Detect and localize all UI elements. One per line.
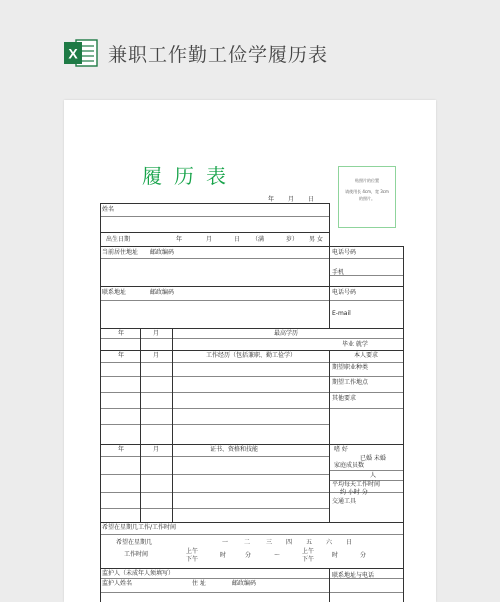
phone2-label: 电话号码 — [332, 289, 357, 296]
rule — [140, 350, 141, 444]
hobby-label: 嗜 好 — [334, 446, 348, 453]
edu-header: 最高学历 — [274, 330, 299, 337]
rule — [329, 470, 403, 471]
rule — [100, 232, 329, 233]
family-label: 家庭成员数 — [334, 462, 365, 469]
excel-icon-letter: X — [68, 45, 78, 62]
address-current-label: 当前居住地址 — [102, 249, 139, 256]
weekday-thu: 四 — [286, 539, 293, 546]
req-other-label: 其他要求 — [332, 395, 357, 402]
age-close: 岁） — [286, 236, 299, 243]
email-label: E-mail — [332, 310, 351, 317]
hours-row: 约 小时 分 — [340, 489, 368, 496]
app-title: 兼职工作勤工俭学履历表 — [108, 44, 329, 66]
rule — [100, 328, 403, 329]
guardian-phone-label: 联系地址与电话 — [332, 572, 375, 579]
pm-label-2: 下午 — [302, 556, 315, 563]
rule — [100, 408, 403, 409]
work-time-label: 工作时间 — [124, 551, 149, 558]
birth-month: 月 — [206, 236, 213, 243]
postcode2-label: 邮政编码 — [150, 289, 175, 296]
rule — [100, 338, 403, 339]
transport-label: 交通工具 — [332, 498, 357, 505]
rule — [100, 362, 403, 363]
mobile-label: 手机 — [332, 269, 345, 276]
rule — [100, 456, 329, 457]
resume-sheet — [64, 100, 436, 602]
weekday-tue: 二 — [244, 539, 251, 546]
hour-label-2: 时 — [332, 552, 339, 559]
photo-placeholder — [338, 166, 396, 228]
rule — [100, 246, 403, 247]
am-label: 上午 — [186, 548, 199, 555]
avg-time-label: 平均每天工作时间 — [332, 481, 381, 488]
rule — [403, 246, 404, 602]
rule — [140, 444, 141, 522]
edu-status: 毕业 就学 — [342, 341, 368, 348]
work-header: 工作经历（包括兼职、勤工俭学） — [206, 352, 297, 359]
work-year-header: 年 — [118, 352, 125, 359]
rule — [140, 328, 141, 350]
rule — [100, 508, 329, 509]
postcode1-label: 邮政编码 — [150, 249, 175, 256]
address-contact-label: 联系地址 — [102, 289, 127, 296]
rule — [100, 534, 403, 535]
rule — [100, 203, 329, 204]
minute-label-2: 分 — [360, 552, 367, 559]
rule — [329, 350, 330, 522]
rule — [172, 350, 173, 444]
rule — [100, 216, 329, 217]
skill-header: 证书、资格和技能 — [210, 446, 259, 453]
birth-day: 日 — [234, 236, 241, 243]
phone1-label: 电话号码 — [332, 249, 357, 256]
rule — [172, 444, 173, 522]
rule — [100, 350, 403, 351]
weekday-wed: 三 — [266, 539, 273, 546]
rule — [100, 568, 403, 569]
guardian-name-label: 监护人姓名 — [102, 580, 133, 587]
skill-year-header: 年 — [118, 446, 125, 453]
rule — [100, 424, 329, 425]
rule — [100, 300, 403, 301]
date-day: 日 — [308, 196, 315, 203]
weekday-sun: 日 — [346, 539, 353, 546]
weekday-mon: 一 — [222, 539, 229, 546]
photo-line2: 请使用长 4cm，宽 3cm — [345, 189, 389, 194]
date-year: 年 — [268, 196, 275, 203]
rule — [100, 474, 329, 475]
hour-label: 时 — [220, 552, 227, 559]
name-label: 姓名 — [102, 206, 115, 213]
work-month-header: 月 — [153, 352, 160, 359]
photo-line3: 的照片。 — [359, 196, 375, 201]
date-month: 月 — [288, 196, 295, 203]
minute-label: 分 — [245, 552, 252, 559]
rule — [100, 444, 403, 445]
req-place-label: 期望工作地点 — [332, 379, 369, 386]
guardian-address-label: 住 址 — [192, 580, 206, 587]
edu-year-header: 年 — [118, 330, 125, 337]
wish-day-label: 希望在星期几 — [116, 539, 153, 546]
age-open: （满 — [252, 236, 265, 243]
doc-title: 履历表 — [142, 164, 238, 188]
guardian-postcode-label: 邮政编码 — [232, 580, 257, 587]
rule — [100, 258, 403, 259]
rule — [329, 203, 330, 328]
rule — [100, 286, 403, 287]
tilde: ～ — [274, 552, 281, 559]
rule — [100, 376, 403, 377]
rule — [100, 592, 403, 593]
birth-year: 年 — [176, 236, 183, 243]
birth-label: 出生日期 — [106, 236, 131, 243]
wish-label: 希望在星期几工作/工作时间 — [102, 524, 177, 531]
am-label-2: 上午 — [302, 548, 315, 555]
rule — [329, 568, 330, 602]
guardian-header: 监护人（未成年人须填写） — [102, 570, 175, 577]
weekday-sat: 六 — [326, 539, 333, 546]
rule — [100, 522, 403, 523]
skill-month-header: 月 — [153, 446, 160, 453]
gender-label: 男 女 — [309, 236, 323, 243]
excel-icon — [64, 39, 98, 67]
photo-line1: 贴照片的位置 — [355, 178, 379, 183]
rule — [172, 328, 173, 350]
marital-status: 已婚 未婚 — [360, 455, 386, 462]
rule — [100, 392, 403, 393]
person-unit: 人 — [370, 472, 377, 479]
requirements-header: 本人要求 — [354, 352, 379, 359]
edu-month-header: 月 — [153, 330, 160, 337]
header-bar — [0, 0, 500, 100]
weekday-fri: 五 — [306, 539, 313, 546]
pm-label: 下午 — [186, 556, 199, 563]
req-job-label: 期望职业种类 — [332, 364, 369, 371]
rule — [100, 203, 101, 602]
